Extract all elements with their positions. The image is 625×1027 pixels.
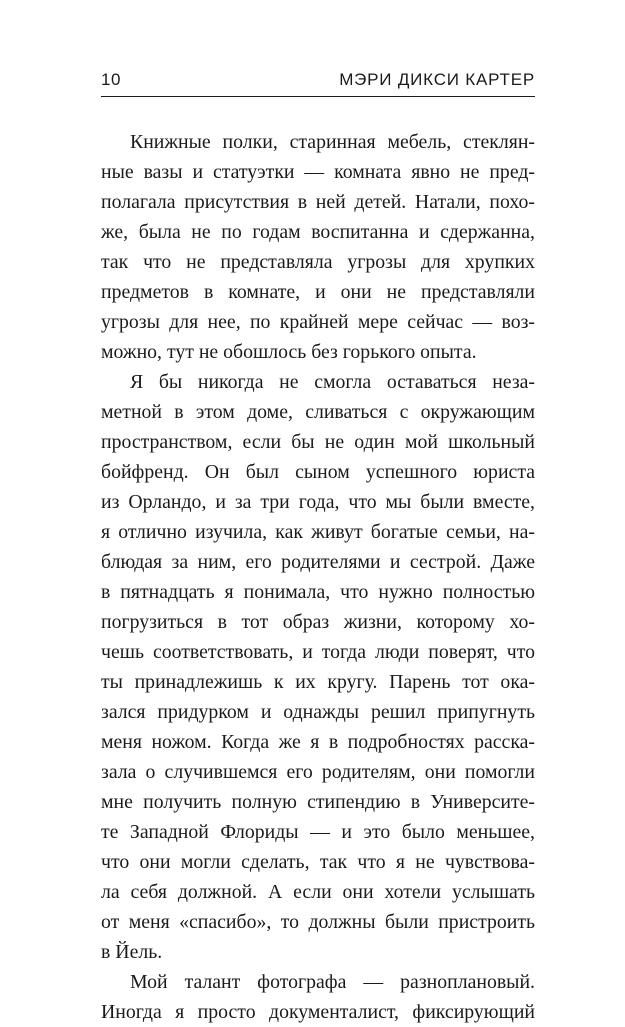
text-line: зался придурком и однажды решил припугнуть xyxy=(101,701,535,723)
header-rule xyxy=(101,96,535,97)
text-line: из Орландо, и за три года, что мы были вместе, xyxy=(101,491,535,513)
text-line: меня ножом. Когда же я в подробностях расска- xyxy=(101,731,535,753)
text-line: в пятнадцать я понимала, что нужно полностью xyxy=(101,581,535,603)
text-line: ты принадлежишь к их кругу. Парень тот ока- xyxy=(101,671,535,693)
text-line: можно, тут не обошлось без горького опыта. xyxy=(101,341,477,363)
text-line: Мой талант фотографа — разноплановый. xyxy=(130,971,535,993)
text-line: пространством, если бы не один мой школьный xyxy=(101,431,535,453)
text-line: в Йель. xyxy=(101,941,163,963)
text-line: так что не представляла угрозы для хрупких xyxy=(101,251,535,273)
text-line: Иногда я просто документалист, фиксирующий xyxy=(101,1001,535,1023)
paragraph-2 xyxy=(101,367,535,967)
body-text xyxy=(101,127,535,1027)
page-header xyxy=(101,70,535,98)
text-line: Я бы никогда не смогла оставаться неза- xyxy=(130,371,535,393)
text-line: от меня «спасибо», то должны были пристроить xyxy=(101,911,535,933)
text-line: угрозы для нее, по крайней мере сейчас — воз- xyxy=(101,311,535,333)
text-line: ные вазы и статуэтки — комната явно не пред- xyxy=(101,161,535,183)
text-line: чешь соответствовать, и тогда люди поверят, что xyxy=(101,641,535,663)
text-line: метной в этом доме, сливаться с окружающим xyxy=(101,401,535,423)
text-line: Книжные полки, старинная мебель, стеклян- xyxy=(130,131,535,153)
running-title: МЭРИ ДИКСИ КАРТЕР xyxy=(339,70,535,89)
text-line: полагала присутствия в ней детей. Натали, похо- xyxy=(101,191,535,213)
text-line: зала о случившемся его родителям, они помогли xyxy=(101,761,535,783)
paragraph-1 xyxy=(101,127,535,367)
text-line: же, была не по годам воспитанна и сдержанна, xyxy=(101,221,535,243)
text-line: бойфренд. Он был сыном успешного юриста xyxy=(101,461,535,483)
text-line: я отлично изучила, как живут богатые семьи, на- xyxy=(101,521,535,543)
text-line: погрузиться в тот образ жизни, которому хо- xyxy=(101,611,535,633)
text-line: предметов в комнате, и они не представляли xyxy=(101,281,535,303)
paragraph-3 xyxy=(101,967,535,1027)
text-line: что они могли сделать, так что я не чувствова- xyxy=(101,851,535,873)
text-line: блюдая за ним, его родителями и сестрой. Даже xyxy=(101,551,535,573)
text-line: мне получить полную стипендию в Университе- xyxy=(101,791,535,813)
page-number: 10 xyxy=(101,70,121,89)
text-line: те Западной Флориды — и это было меньшее, xyxy=(101,821,535,843)
text-line: ла себя должной. А если они хотели услышать xyxy=(101,881,535,903)
